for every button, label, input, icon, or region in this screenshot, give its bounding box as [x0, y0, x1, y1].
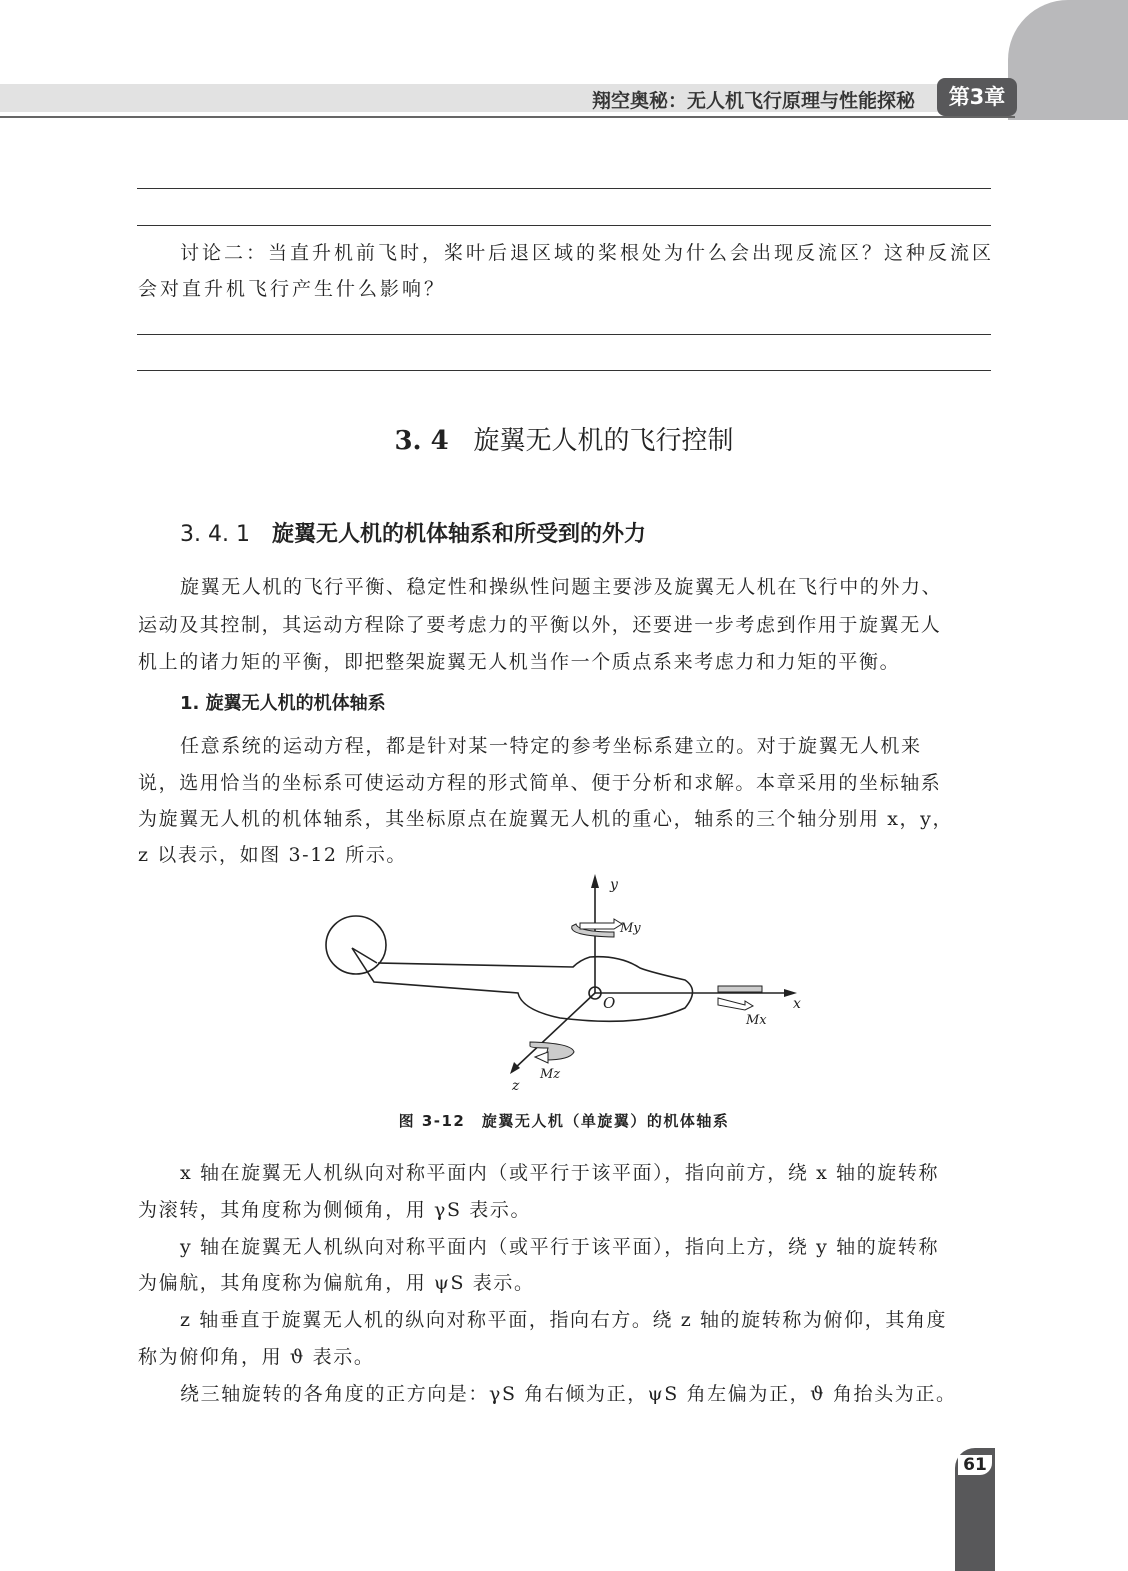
paragraph-line: 机上的诸力矩的平衡，即把整架旋翼无人机当作一个质点系来考虑力和力矩的平衡。 [138, 651, 901, 673]
subsection-title: 旋翼无人机的机体轴系和所受到的外力 [271, 521, 646, 547]
section-number: 3. 4 [394, 426, 449, 456]
answer-line [137, 334, 991, 335]
x-axis-label: x [793, 996, 801, 1012]
paragraph-line: 为偏航，其角度称为偏航角，用 ψS 表示。 [138, 1272, 535, 1294]
section-title: 旋翼无人机的飞行控制 [473, 426, 734, 456]
fuselage-outline [352, 948, 693, 1021]
header-divider [0, 116, 1015, 118]
paragraph-line: 旋翼无人机的飞行平衡、稳定性和操纵性问题主要涉及旋翼无人机在飞行中的外力、 [180, 576, 943, 598]
paragraph-line: 为滚转，其角度称为侧倾角，用 γS 表示。 [138, 1199, 532, 1221]
tail-rotor [326, 916, 386, 974]
z-axis-label: z [512, 1078, 520, 1094]
item-heading: 1. 旋翼无人机的机体轴系 [180, 693, 386, 714]
y-axis-label: y [610, 877, 618, 893]
page-number: 61 [958, 1455, 992, 1475]
chapter-badge: 第3章 [937, 78, 1017, 116]
discussion-line: 会对直升机飞行产生什么影响？ [138, 278, 447, 300]
subsection-heading [180, 517, 646, 548]
answer-line [137, 370, 991, 371]
paragraph-line: y 轴在旋翼无人机纵向对称平面内（或平行于该平面），指向上方，绕 y 轴的旋转称 [180, 1236, 940, 1258]
book-title: 翔空奥秘：无人机飞行原理与性能探秘 [591, 90, 915, 112]
paragraph-line: 运动及其控制，其运动方程除了要考虑力的平衡以外，还要进一步考虑到作用于旋翼无人 [138, 614, 942, 636]
discussion-line: 讨论二：当直升机前飞时，桨叶后退区域的桨根处为什么会出现反流区？这种反流区 [180, 242, 995, 264]
helicopter-axes-figure [300, 860, 820, 1100]
paragraph-line: 任意系统的运动方程，都是针对某一特定的参考坐标系建立的。对于旋翼无人机来 [180, 735, 922, 757]
answer-line [137, 188, 991, 189]
my-label: My [620, 921, 641, 936]
figure-caption: 图 3-12 旋翼无人机（单旋翼）的机体轴系 [398, 1112, 730, 1130]
header-corner-tab [1008, 0, 1128, 120]
section-heading [0, 420, 1128, 457]
paragraph-line: 说，选用恰当的坐标系可使运动方程的形式简单、便于分析和求解。本章采用的坐标轴系 [138, 772, 942, 794]
paragraph-line: z 以表示，如图 3-12 所示。 [138, 844, 408, 866]
paragraph-line: 为旋翼无人机的机体轴系，其坐标原点在旋翼无人机的重心，轴系的三个轴分别用 x，y， [138, 808, 954, 830]
mz-label: Mz [540, 1067, 561, 1082]
paragraph-line: z 轴垂直于旋翼无人机的纵向对称平面，指向右方。绕 z 轴的旋转称为俯仰，其角度 [180, 1309, 948, 1331]
answer-line [137, 225, 991, 226]
paragraph-line: x 轴在旋翼无人机纵向对称平面内（或平行于该平面），指向前方，绕 x 轴的旋转称 [180, 1162, 940, 1184]
mx-label: Mx [746, 1013, 767, 1028]
subsection-number: 3. 4. 1 [180, 522, 250, 547]
paragraph-line: 绕三轴旋转的各角度的正方向是：γS 角右倾为正，ψS 角左偏为正，ϑ 角抬头为正。 [180, 1383, 957, 1405]
paragraph-line: 称为俯仰角，用 ϑ 表示。 [138, 1346, 375, 1368]
origin-label: O [603, 994, 616, 1012]
mx-moment-arrow [718, 986, 762, 992]
